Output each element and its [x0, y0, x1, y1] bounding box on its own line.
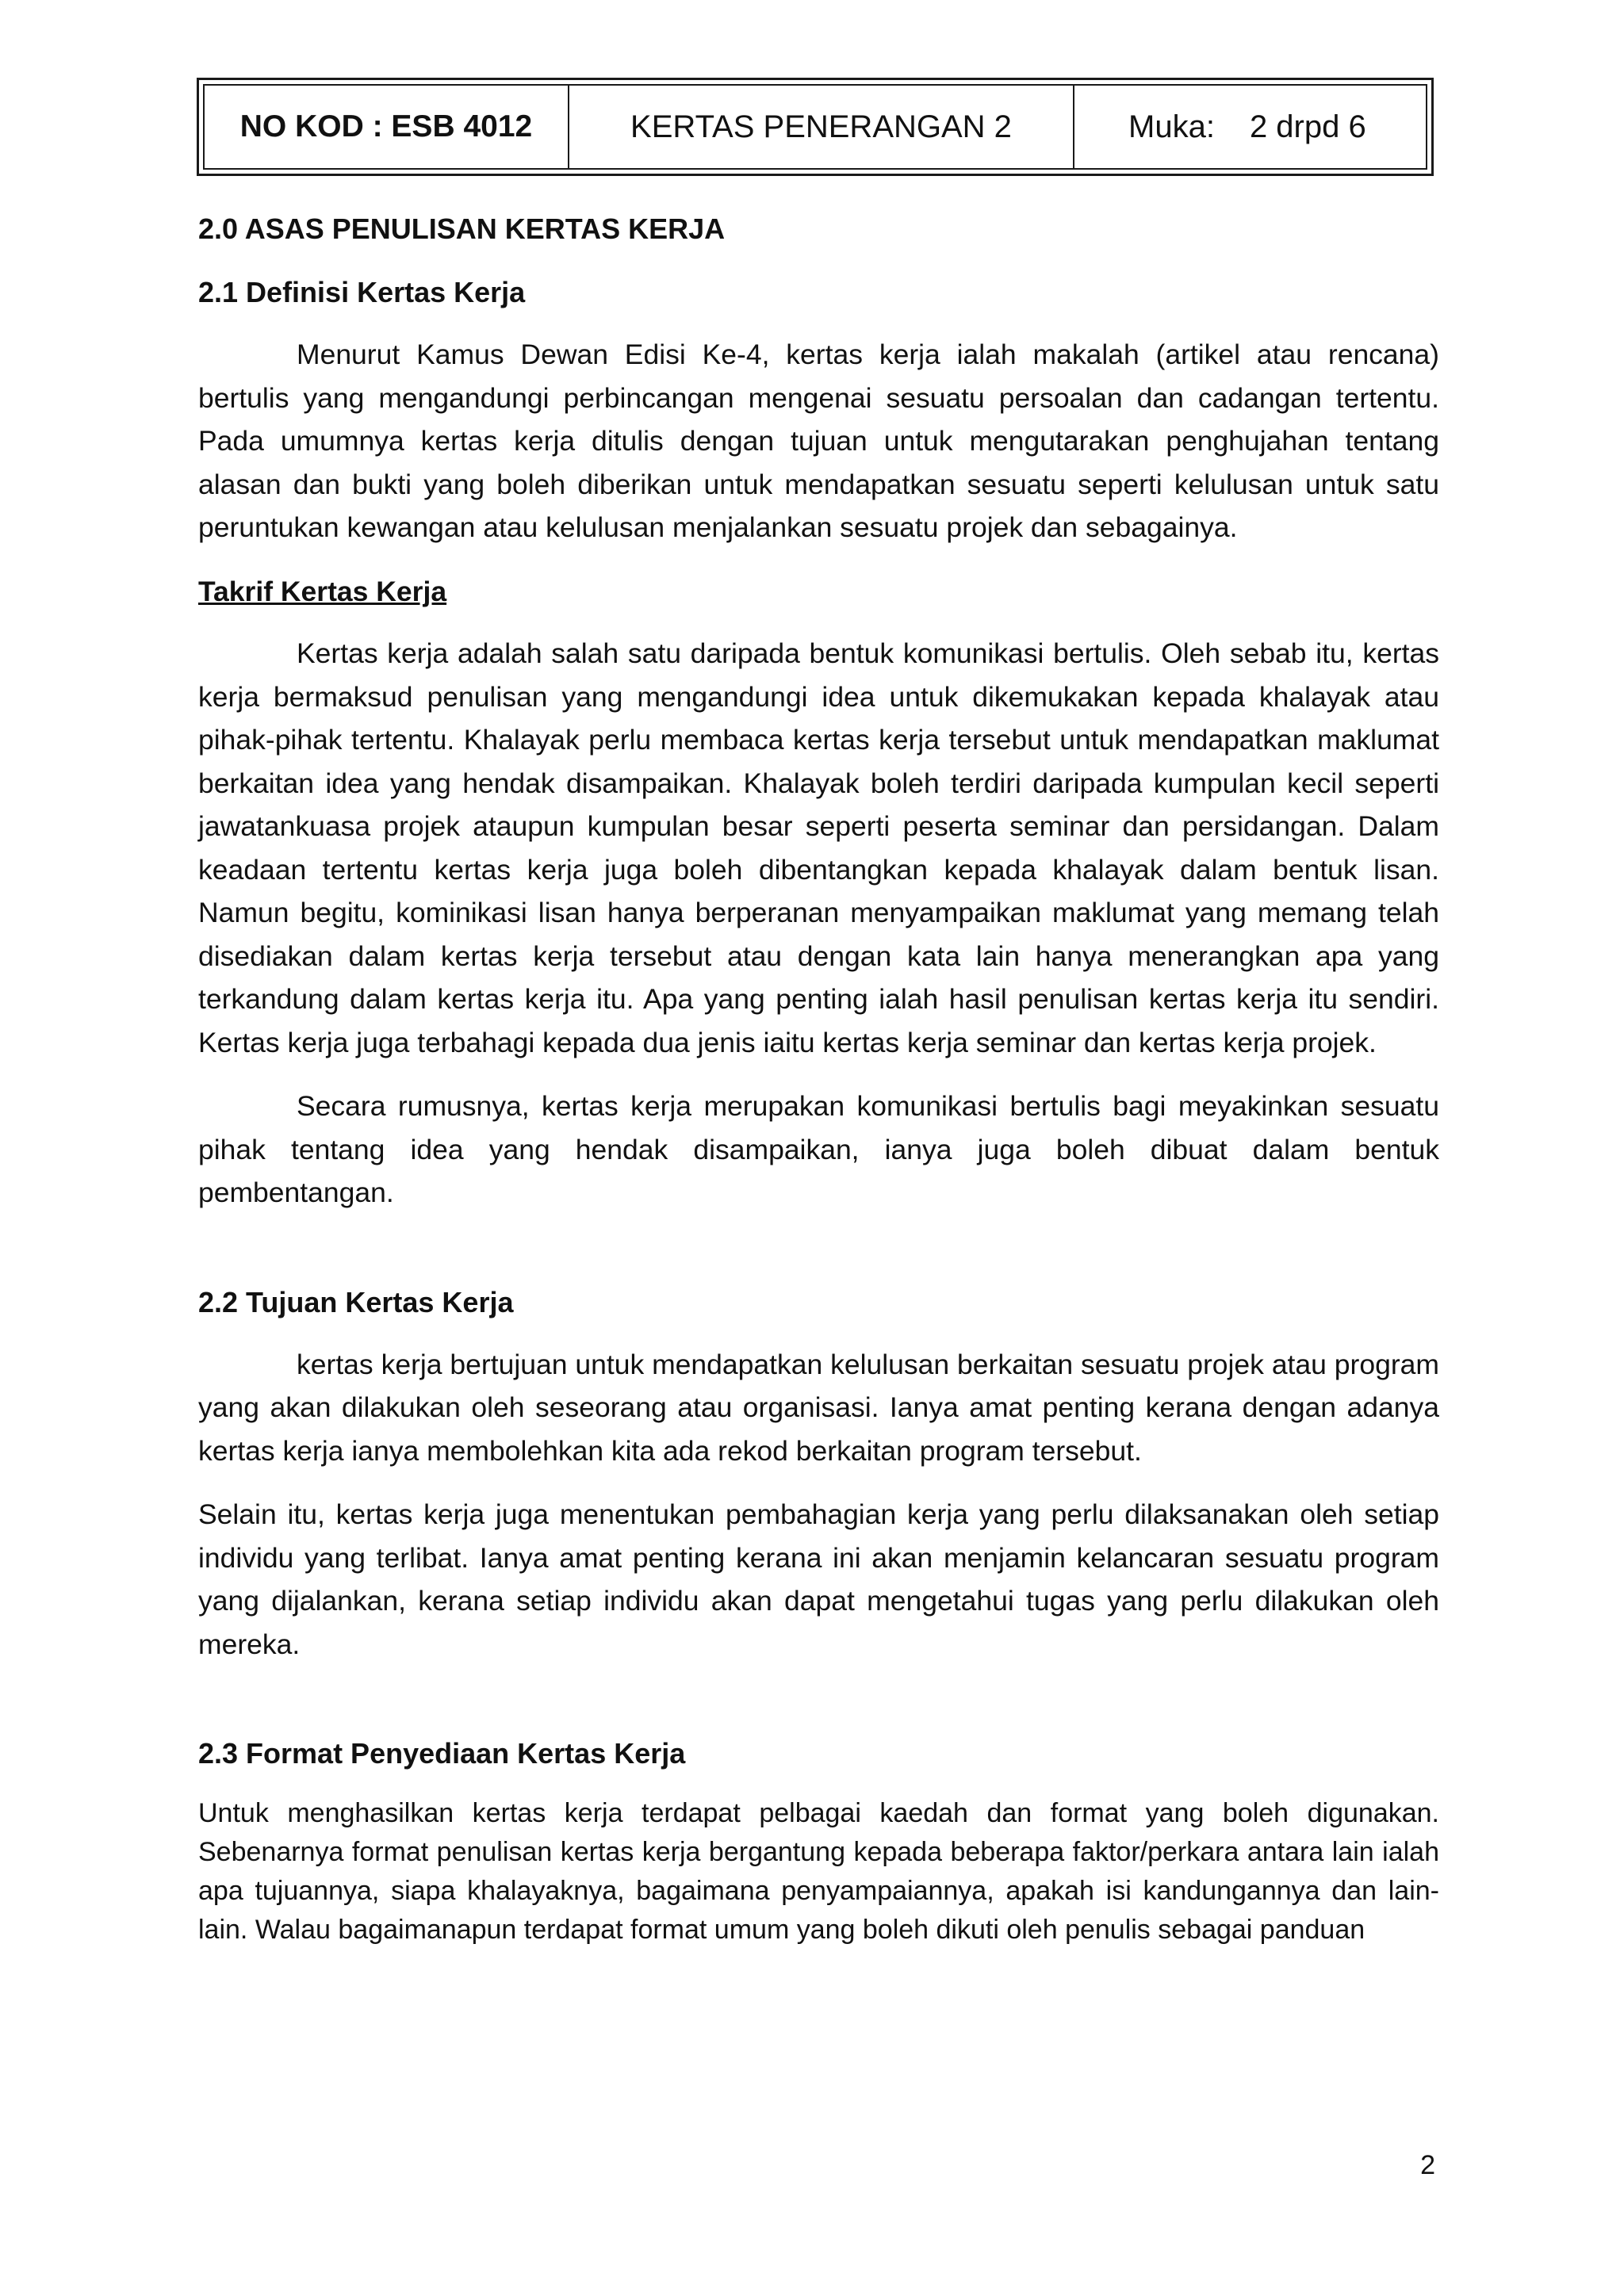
paragraph-rumusan: Secara rumusnya, kertas kerja merupakan komunikasi bertulis bagi meyakinkan sesuatu pihak tentang idea yang hendak disampaikan, ianya juga boleh dibuat dalam bentuk pembentangan. [198, 1090, 1439, 1208]
page-number: 2 [1420, 2150, 1435, 2180]
subheading-takrif: Takrif Kertas Kerja [198, 575, 447, 607]
heading-section-2-3: 2.3 Format Penyediaan Kertas Kerja [198, 1737, 686, 1770]
page-info-cell [1074, 86, 1426, 168]
document-title-cell: KERTAS PENERANGAN 2 [569, 86, 1074, 168]
heading-section-2-2: 2.2 Tujuan Kertas Kerja [198, 1285, 514, 1318]
header-row [203, 84, 1427, 170]
paragraph-tujuan-1: kertas kerja bertujuan untuk mendapatkan kelulusan berkaitan sesuatu projek atau program yang akan dilakukan oleh seseorang atau organisasi. Ianya amat penting kerana dengan adanya kertas kerja ianya membolehkan kita ada rekod berkaitan program tersebut. [198, 1348, 1439, 1467]
document-header-table [197, 78, 1434, 176]
page-label: Muka: [1128, 109, 1215, 144]
paragraph-takrif: Kertas kerja adalah salah satu daripada bentuk komunikasi bertulis. Oleh sebab itu, kertas kerja bermaksud penulisan yang mengandungi idea untuk dikemukakan kepada khalayak atau pihak-pihak tertentu. Khalayak perlu membaca kertas kerja tersebut untuk mendapatkan maklumat berkaitan idea yang hendak disampaikan. Khalayak boleh terdiri daripada kumpulan kecil seperti jawatankuasa projek ataupun kumpulan besar seperti peserta seminar dan persidangan. Dalam keadaan tertentu kertas kerja juga boleh dibentangkan kepada khalayak dalam bentuk lisan. Namun begitu, kominikasi lisan hanya berperanan menyampaikan maklumat yang memang telah disediakan dalam kertas kerja tersebut atau dengan kata lain hanya menerangkan apa yang terkandung dalam kertas kerja itu. Apa yang penting ialah hasil penulisan kertas kerja itu sendiri. Kertas kerja juga terbahagi kepada dua jenis iaitu kertas kerja seminar dan kertas kerja projek. [198, 637, 1439, 1058]
document-body [198, 208, 1439, 1950]
paragraph-tujuan-2: Selain itu, kertas kerja juga menentukan pembahagian kerja yang perlu dilaksanakan oleh setiap individu yang terlibat. Ianya amat penting kerana ini akan menjamin kelancaran sesuatu program yang dijalankan, kerana setiap individu akan dapat mengetahui tugas yang perlu dilakukan oleh mereka. [198, 1498, 1439, 1660]
heading-section-2-0: 2.0 ASAS PENULISAN KERTAS KERJA [198, 212, 726, 245]
heading-section-2-1: 2.1 Definisi Kertas Kerja [198, 276, 526, 308]
paragraph-definition: Menurut Kamus Dewan Edisi Ke-4, kertas kerja ialah makalah (artikel atau rencana) bertulis yang mengandungi perbincangan mengenai sesuatu persoalan dan cadangan tertentu. Pada umumnya kertas kerja ditulis dengan tujuan untuk mengutarakan penghujahan tentang alasan dan bukti yang boleh diberikan untuk mendapatkan sesuatu seperti kelulusan untuk satu peruntukan kewangan atau kelulusan menjalankan sesuatu projek dan sebagainya. [198, 339, 1439, 543]
paragraph-format: Untuk menghasilkan kertas kerja terdapat pelbagai kaedah dan format yang boleh digunakan. Sebenarnya format penulisan kertas kerja bergantung kepada beberapa faktor/perkara antara lain ialah apa tujuannya, siapa khalayaknya, bagaimana penyampaiannya, apakah isi kandungannya dan lain-lain. Walau bagaimanapun terdapat format umum yang boleh dikuti oleh penulis sebagai panduan [198, 1798, 1439, 1945]
page-value: 2 drpd 6 [1249, 109, 1366, 144]
course-code-cell: NO KOD : ESB 4012 [205, 86, 569, 168]
